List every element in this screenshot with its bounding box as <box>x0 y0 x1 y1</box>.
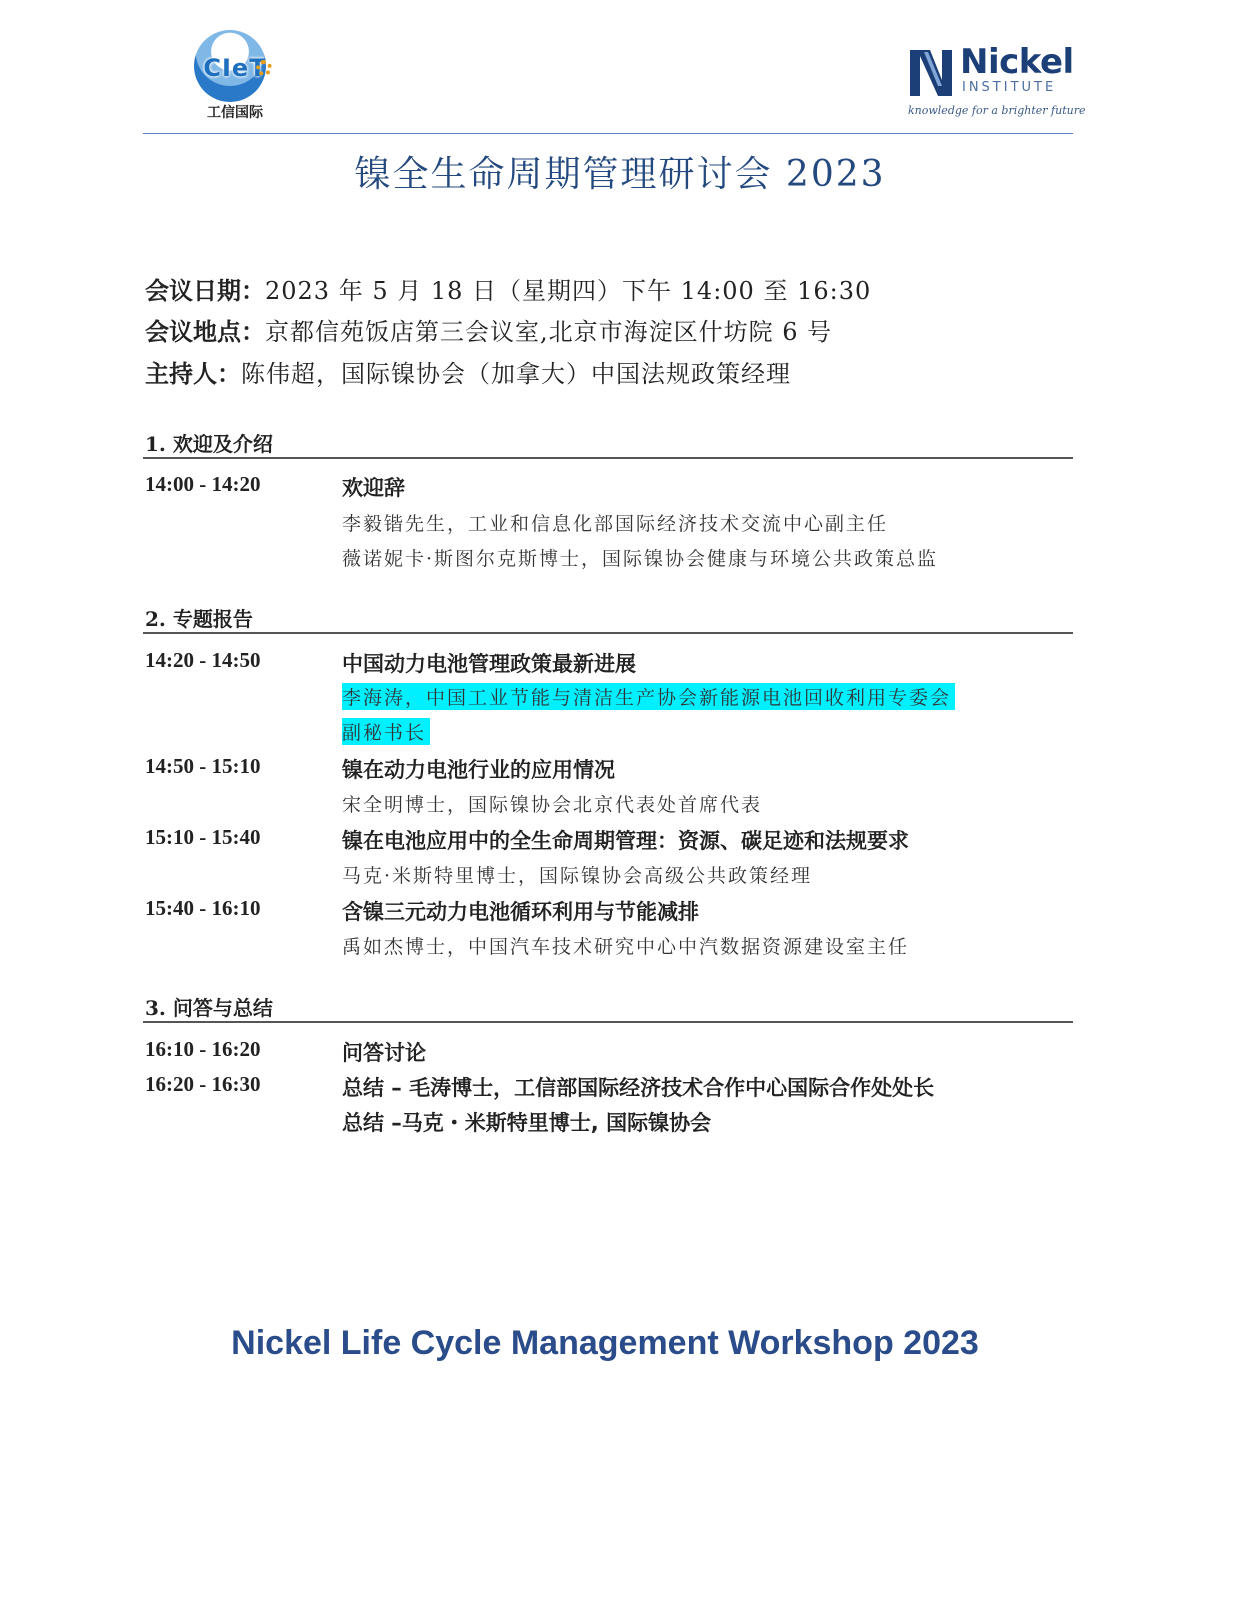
section-heading: 3. 问答与总结 <box>145 996 273 1020</box>
section-heading: 2. 专题报告 <box>145 607 253 631</box>
english-title: Nickel Life Cycle Management Workshop 2023 <box>231 1324 979 1362</box>
host-label: 主持人 <box>145 360 217 388</box>
section-divider <box>143 457 1073 459</box>
meeting-date: 会议日期：2023 年 5 月 18 日（星期四）下午 14:00 至 16:30 <box>145 277 872 305</box>
agenda-speaker: 马克·米斯特里博士，国际镍协会高级公共政策经理 <box>342 865 813 887</box>
section-divider <box>143 1021 1073 1023</box>
agenda-time: 15:40 - 16:10 <box>145 896 261 920</box>
header-divider <box>143 133 1073 134</box>
cietc-brand-text: CIeT <box>203 54 267 82</box>
agenda-speaker: 禹如杰博士，中国汽车技术研究中心中汽数据资源建设室主任 <box>342 936 910 958</box>
location-label: 会议地点 <box>145 318 241 346</box>
agenda-speaker-highlighted: 副秘书长 <box>342 718 430 745</box>
agenda-time: 16:20 - 16:30 <box>145 1072 261 1096</box>
host-value: 陈伟超，国际镍协会（加拿大）中国法规政策经理 <box>241 360 791 388</box>
page-title: 镍全生命周期管理研讨会 2023 <box>354 154 886 195</box>
location-value: 京都信苑饭店第三会议室,北京市海淀区什坊院 6 号 <box>265 318 833 346</box>
gear-icon <box>256 60 272 76</box>
agenda-title: 总结 – 毛涛博士，工信部国际经济技术合作中心国际合作处处长 <box>342 1076 935 1100</box>
agenda-time: 14:50 - 15:10 <box>145 754 261 778</box>
agenda-time: 14:20 - 14:50 <box>145 648 261 672</box>
meeting-location: 会议地点：京都信苑饭店第三会议室,北京市海淀区什坊院 6 号 <box>145 318 833 346</box>
agenda-title: 问答讨论 <box>342 1041 426 1065</box>
cietc-logo <box>190 30 280 122</box>
agenda-title: 含镍三元动力电池循环利用与节能减排 <box>342 900 699 924</box>
agenda-speaker: 宋全明博士，国际镍协会北京代表处首席代表 <box>342 794 763 816</box>
agenda-title: 中国动力电池管理政策最新进展 <box>342 652 636 676</box>
date-value: 2023 年 5 月 18 日（星期四）下午 14:00 至 16:30 <box>265 277 872 305</box>
date-label: 会议日期 <box>145 277 241 305</box>
meeting-host: 主持人：陈伟超，国际镍协会（加拿大）中国法规政策经理 <box>145 360 791 388</box>
nickel-institute-logo <box>908 42 1086 126</box>
agenda-time: 15:10 - 15:40 <box>145 825 261 849</box>
agenda-time: 16:10 - 16:20 <box>145 1037 261 1061</box>
section-divider <box>143 632 1073 634</box>
agenda-title: 欢迎辞 <box>342 476 405 500</box>
agenda-title: 镍在动力电池行业的应用情况 <box>342 758 615 782</box>
agenda-speaker-highlighted: 李海涛，中国工业节能与清洁生产协会新能源电池回收利用专委会 <box>342 683 955 710</box>
section-heading: 1. 欢迎及介绍 <box>145 432 273 456</box>
agenda-speaker: 薇诺妮卡·斯图尔克斯博士，国际镍协会健康与环境公共政策总监 <box>342 548 939 570</box>
agenda-title: 镍在电池应用中的全生命周期管理：资源、碳足迹和法规要求 <box>342 829 909 853</box>
agenda-speaker: 李毅锴先生，工业和信息化部国际经济技术交流中心副主任 <box>342 513 889 535</box>
cietc-subtitle: 工信国际 <box>207 105 263 121</box>
agenda-title: 总结 –马克・米斯特里博士, 国际镍协会 <box>342 1111 712 1135</box>
nickel-institute-mark-icon <box>908 46 954 100</box>
agenda-time: 14:00 - 14:20 <box>145 472 261 496</box>
nickel-logo-tagline: knowledge for a brighter future <box>908 104 1086 117</box>
nickel-logo-institute: INSTITUTE <box>962 80 1057 95</box>
nickel-logo-name: Nickel <box>960 42 1074 82</box>
